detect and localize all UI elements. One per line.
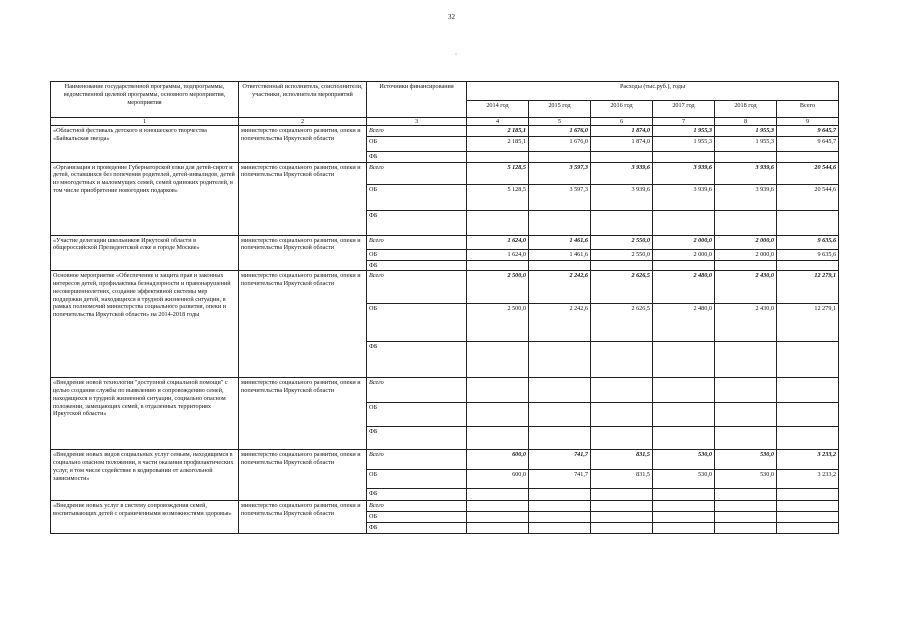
value-total: 2 242,6 [529, 271, 591, 304]
value-fb [591, 342, 653, 378]
measure-executor: министерство социального развития, опеки и попечительства Иркутской области [239, 162, 367, 235]
value-ob [777, 403, 839, 427]
source-ob: ОБ [367, 403, 467, 427]
measure-executor: министерство социального развития, опеки и попечительства Иркутской области [239, 126, 367, 163]
value-ob: 9 635,6 [777, 249, 839, 260]
value-fb [715, 427, 777, 450]
value-total: 530,0 [715, 450, 777, 470]
value-total [529, 501, 591, 512]
column-number: 9 [777, 118, 839, 126]
value-ob: 530,0 [715, 470, 777, 489]
value-ob: 20 544,6 [777, 184, 839, 210]
value-fb [529, 210, 591, 235]
value-fb [777, 210, 839, 235]
value-fb [467, 489, 529, 501]
value-ob [467, 512, 529, 523]
value-fb [777, 427, 839, 450]
value-ob: 3 939,6 [653, 184, 715, 210]
value-ob: 600,0 [467, 470, 529, 489]
value-total: 3 597,3 [529, 162, 591, 184]
value-ob: 2 480,0 [653, 304, 715, 342]
value-ob [653, 403, 715, 427]
page-number: 32 [448, 13, 455, 21]
value-total: 12 279,1 [777, 271, 839, 304]
value-total [653, 378, 715, 403]
value-total: 3 939,6 [653, 162, 715, 184]
value-total [467, 378, 529, 403]
value-ob: 2 626,5 [591, 304, 653, 342]
value-total: 9 645,7 [777, 126, 839, 137]
header-total: Всего [777, 101, 839, 118]
value-ob [467, 403, 529, 427]
value-total: 5 128,5 [467, 162, 529, 184]
table-row [51, 450, 839, 470]
column-number: 6 [591, 118, 653, 126]
value-total: 3 233,2 [777, 450, 839, 470]
value-ob: 1 955,3 [715, 136, 777, 151]
value-total: 2 000,0 [715, 235, 777, 249]
header-year: 2016 год [591, 101, 653, 118]
value-ob: 2 500,0 [467, 304, 529, 342]
value-fb [591, 427, 653, 450]
value-ob [777, 512, 839, 523]
value-fb [653, 210, 715, 235]
value-fb [715, 523, 777, 534]
source-ob: ОБ [367, 136, 467, 151]
value-ob: 2 550,0 [591, 249, 653, 260]
value-total: 2 430,0 [715, 271, 777, 304]
value-fb [777, 342, 839, 378]
value-total: 1 955,3 [653, 126, 715, 137]
table-row [51, 378, 839, 403]
column-number: 7 [653, 118, 715, 126]
value-total: 20 544,6 [777, 162, 839, 184]
value-total [591, 378, 653, 403]
column-number: 3 [367, 118, 467, 126]
source-ob: ОБ [367, 512, 467, 523]
value-fb [591, 489, 653, 501]
value-total: 1 461,6 [529, 235, 591, 249]
table-row [51, 126, 839, 137]
value-total: 2 500,0 [467, 271, 529, 304]
value-total: 530,0 [653, 450, 715, 470]
value-fb [591, 523, 653, 534]
source-fb: ФБ [367, 151, 467, 162]
value-total: 1 676,0 [529, 126, 591, 137]
value-ob [591, 512, 653, 523]
value-fb [653, 427, 715, 450]
value-total: 831,5 [591, 450, 653, 470]
value-fb [529, 489, 591, 501]
value-ob: 2 242,6 [529, 304, 591, 342]
value-total [777, 378, 839, 403]
table-row [51, 501, 839, 512]
table-row [51, 235, 839, 249]
header-year: 2018 год [715, 101, 777, 118]
value-fb [653, 342, 715, 378]
value-ob: 530,0 [653, 470, 715, 489]
measure-name: «Внедрение новой технологии "доступной социальной помощи" с целью создания службы по выявлению и сопровождению семей, находящихся в трудной жизненной ситуации, социально опасном положении, замещающих семей, в отдаленных территориях Иркутской области» [51, 378, 239, 450]
value-fb [467, 427, 529, 450]
source-total: Всего [367, 450, 467, 470]
value-fb [715, 489, 777, 501]
measure-name: «Областной фестиваль детского и юношеского творчества «Байкальская звезда» [51, 126, 239, 163]
value-total [529, 378, 591, 403]
value-total [591, 501, 653, 512]
value-ob [591, 403, 653, 427]
source-ob: ОБ [367, 470, 467, 489]
source-total: Всего [367, 271, 467, 304]
header-sources: Источники финансирования [367, 82, 467, 118]
value-total [467, 501, 529, 512]
source-total: Всего [367, 162, 467, 184]
measure-name: Основное мероприятие «Обеспечение и защита прав и законных интересов детей, профилактика безнадзорности и правонарушений несовершеннолетних, создание эффективной системы мер поддержки детей, находящихся в трудной жизненной ситуации, в рамках полномочий министерства социального развития, опеки и попечительства Иркутской области» на 2014-2018 годы [51, 271, 239, 378]
measure-executor: министерство социального развития, опеки и попечительства Иркутской области [239, 235, 367, 271]
value-fb [467, 151, 529, 162]
measure-name: «Внедрение новых услуг в систему сопровождения семей, воспитывающих детей с ограниченными возможностями здоровья» [51, 501, 239, 534]
header-year: 2017 год [653, 101, 715, 118]
source-ob: ОБ [367, 304, 467, 342]
value-ob: 3 939,6 [591, 184, 653, 210]
source-fb: ФБ [367, 427, 467, 450]
value-ob: 3 939,6 [715, 184, 777, 210]
source-ob: ОБ [367, 249, 467, 260]
measure-name: «Внедрение новых видов социальных услуг семьям, находящимся в социально опасном положении, в части оказания профилактических услуг, в том числе содействие в кодировании от алкогольной зависимости» [51, 450, 239, 501]
value-fb [715, 151, 777, 162]
source-total: Всего [367, 126, 467, 137]
header-year: 2015 год [529, 101, 591, 118]
value-total: 3 939,6 [591, 162, 653, 184]
source-total: Всего [367, 235, 467, 249]
value-ob: 1 624,0 [467, 249, 529, 260]
value-fb [529, 260, 591, 271]
value-ob: 831,5 [591, 470, 653, 489]
value-fb [715, 342, 777, 378]
value-total [777, 501, 839, 512]
value-ob [715, 403, 777, 427]
column-number: 4 [467, 118, 529, 126]
value-fb [467, 342, 529, 378]
value-total: 2 000,0 [653, 235, 715, 249]
value-fb [529, 427, 591, 450]
value-ob: 1 461,6 [529, 249, 591, 260]
value-fb [591, 210, 653, 235]
value-ob [715, 512, 777, 523]
header-expenses: Расходы (тыс.руб.), годы [467, 82, 839, 101]
value-fb [653, 489, 715, 501]
value-total: 9 635,6 [777, 235, 839, 249]
value-fb [529, 342, 591, 378]
measure-executor: министерство социального развития, опеки и попечительства Иркутской области [239, 450, 367, 501]
value-ob [653, 512, 715, 523]
value-fb [777, 260, 839, 271]
value-total: 2 626,5 [591, 271, 653, 304]
source-fb: ФБ [367, 210, 467, 235]
measure-executor: министерство социального развития, опеки и попечительства Иркутской области [239, 501, 367, 534]
value-ob: 5 128,5 [467, 184, 529, 210]
value-total: 3 939,6 [715, 162, 777, 184]
value-fb [715, 260, 777, 271]
value-total: 2 480,0 [653, 271, 715, 304]
source-fb: ФБ [367, 342, 467, 378]
value-fb [467, 210, 529, 235]
source-fb: ФБ [367, 489, 467, 501]
column-number: 5 [529, 118, 591, 126]
value-total [715, 501, 777, 512]
value-fb [529, 523, 591, 534]
header-name: Наименование государственной программы, подпрограммы, ведомственной целевой программы, основного мероприятия, мероприятия [51, 82, 239, 118]
value-fb [653, 151, 715, 162]
value-total: 1 955,3 [715, 126, 777, 137]
value-ob: 1 874,0 [591, 136, 653, 151]
value-ob: 3 233,2 [777, 470, 839, 489]
source-total: Всего [367, 378, 467, 403]
value-fb [777, 151, 839, 162]
value-ob: 1 955,3 [653, 136, 715, 151]
source-ob: ОБ [367, 184, 467, 210]
header-executor: Ответственный исполнитель, соисполнители, участники, исполнители мероприятий [239, 82, 367, 118]
value-total: 1 624,0 [467, 235, 529, 249]
value-ob: 2 000,0 [715, 249, 777, 260]
column-number: 2 [239, 118, 367, 126]
value-fb [653, 523, 715, 534]
value-fb [653, 260, 715, 271]
measure-executor: министерство социального развития, опеки и попечительства Иркутской области [239, 271, 367, 378]
table-row [51, 162, 839, 184]
value-ob: 2 430,0 [715, 304, 777, 342]
value-total [715, 378, 777, 403]
value-ob: 9 645,7 [777, 136, 839, 151]
value-ob: 12 279,1 [777, 304, 839, 342]
value-total: 600,0 [467, 450, 529, 470]
value-fb [715, 210, 777, 235]
value-total: 741,7 [529, 450, 591, 470]
value-fb [467, 523, 529, 534]
value-ob: 3 597,3 [529, 184, 591, 210]
source-fb: ФБ [367, 260, 467, 271]
value-ob: 2 185,1 [467, 136, 529, 151]
value-fb [529, 151, 591, 162]
table-row [51, 271, 839, 304]
column-number: 8 [715, 118, 777, 126]
measure-executor: министерство социального развития, опеки и попечительства Иркутской области [239, 378, 367, 450]
value-ob [529, 403, 591, 427]
value-ob [529, 512, 591, 523]
value-ob: 741,7 [529, 470, 591, 489]
budget-table [50, 81, 839, 534]
value-total [653, 501, 715, 512]
value-ob: 2 000,0 [653, 249, 715, 260]
value-total: 2 550,0 [591, 235, 653, 249]
source-fb: ФБ [367, 523, 467, 534]
header-year: 2014 год [467, 101, 529, 118]
value-fb [591, 151, 653, 162]
value-fb [467, 260, 529, 271]
value-fb [591, 260, 653, 271]
column-number: 1 [51, 118, 239, 126]
source-total: Всего [367, 501, 467, 512]
dot-mark: · [455, 52, 457, 58]
value-total: 1 874,0 [591, 126, 653, 137]
value-fb [777, 489, 839, 501]
value-total: 2 185,1 [467, 126, 529, 137]
value-ob: 1 676,0 [529, 136, 591, 151]
value-fb [777, 523, 839, 534]
measure-name: «Организация и проведение Губернаторской елки для детей-сирот и детей, оставшихся без попечения родителей, детей-инвалидов, детей из многодетных и малоимущих семей, семей одиноких родителей, в том числе приобретение новогодних подарков» [51, 162, 239, 235]
measure-name: «Участие делегации школьников Иркутской области в общероссийской Президентской елке в городе Москве» [51, 235, 239, 271]
